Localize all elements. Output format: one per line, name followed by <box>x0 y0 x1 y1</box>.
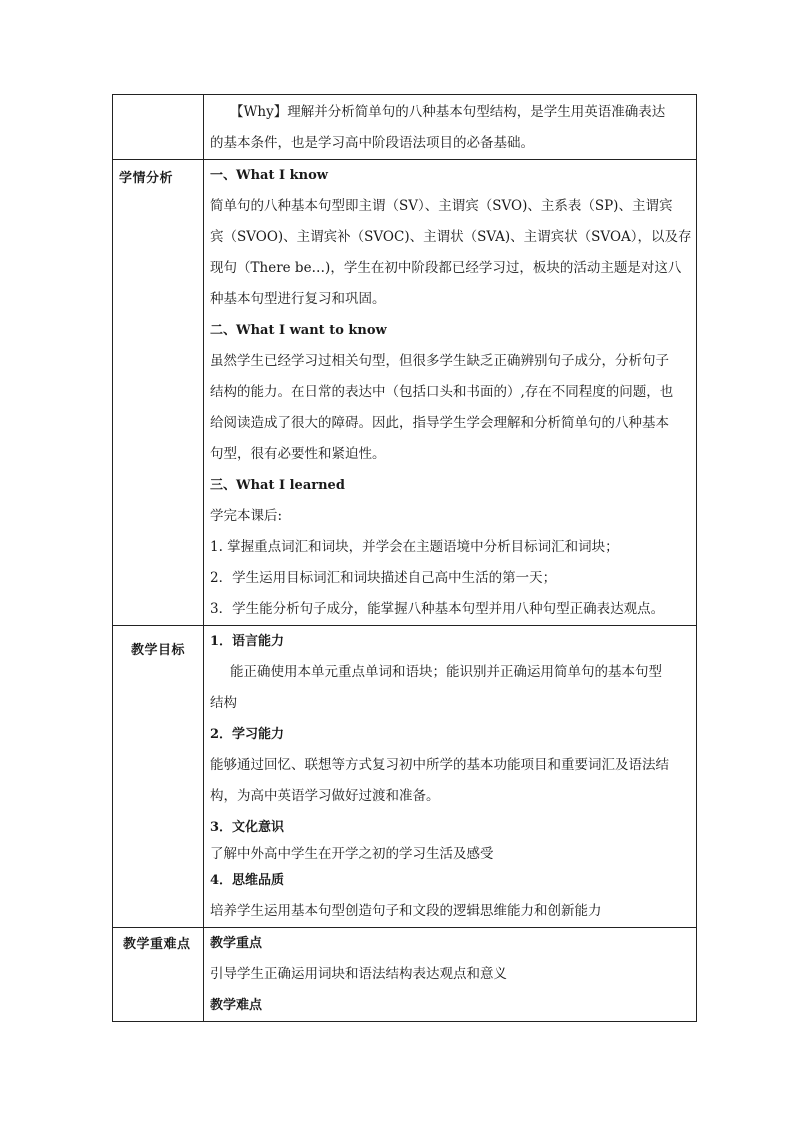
paragraph-line: 引导学生正确运用词块和语法结构表达观点和意义 <box>210 966 507 982</box>
paragraph-line: 种基本句型进行复习和巩固。 <box>210 291 386 307</box>
lesson-plan-table <box>112 94 697 1022</box>
section-heading: 教学难点 <box>210 998 263 1013</box>
mubiao-content-cell <box>204 626 697 928</box>
section-heading: 4．思维品质 <box>210 873 285 888</box>
intro-row <box>113 95 697 160</box>
paragraph-line: 简单句的八种基本句型即主谓（SV）、主谓宾（SVO)、主系表（SP)、主谓宾 <box>210 198 673 214</box>
section-heading: 一、What I know <box>210 168 328 183</box>
intro-content-cell <box>204 95 697 160</box>
xueqing-label-cell <box>113 160 204 626</box>
mubiao-label: 教学目标 <box>131 643 186 658</box>
paragraph-line: 了解中外高中学生在开学之初的学习生活及感受 <box>210 846 494 862</box>
paragraph-line: 现句（There be…)，学生在初中阶段都已经学习过，板块的活动主题是对这八 <box>210 260 682 276</box>
section-heading: 3．文化意识 <box>210 820 285 835</box>
intro-line: 的基本条件，也是学习高中阶段语法项目的必备基础。 <box>210 135 534 151</box>
zhongnan-label-cell <box>113 928 204 1022</box>
section-heading: 二、What I want to know <box>210 323 387 338</box>
zhongnan-label: 教学重难点 <box>123 937 191 952</box>
xueqing-label: 学情分析 <box>119 171 174 186</box>
paragraph-line: 句型，很有必要性和紧迫性。 <box>210 446 386 462</box>
paragraph-line: 结构的能力。在日常的表达中（包括口头和书面的）,存在不同程度的问题，也 <box>210 384 674 400</box>
empty-label-cell <box>113 95 204 160</box>
paragraph-line: 给阅读造成了很大的障碍。因此，指导学生学会理解和分析简单句的八种基本 <box>210 415 669 431</box>
mubiao-row <box>113 626 697 928</box>
section-heading: 2．学习能力 <box>210 727 285 742</box>
section-heading: 三、What I learned <box>210 478 345 493</box>
list-item: 3．学生能分析句子成分，能掌握八种基本句型并用八种句型正确表达观点。 <box>210 601 665 617</box>
mubiao-label-cell <box>113 626 204 928</box>
section-heading: 教学重点 <box>210 936 263 951</box>
list-item: 2．学生运用目标词汇和词块描述自己高中生活的第一天； <box>210 570 557 586</box>
xueqing-row <box>113 160 697 626</box>
paragraph-line: 构，为高中英语学习做好过渡和准备。 <box>210 788 440 804</box>
paragraph-line: 培养学生运用基本句型创造句子和文段的逻辑思维能力和创新能力 <box>210 903 602 919</box>
list-item: 1. 掌握重点词汇和词块，并学会在主题语境中分析目标词汇和词块； <box>210 539 619 555</box>
paragraph-line: 结构 <box>210 695 237 711</box>
zhongnan-row <box>113 928 697 1022</box>
zhongnan-content-cell <box>204 928 697 1022</box>
paragraph-line: 能正确使用本单元重点单词和语块；能识别并正确运用简单句的基本句型 <box>230 664 662 680</box>
paragraph-line: 虽然学生已经学习过相关句型，但很多学生缺乏正确辨别句子成分，分析句子 <box>210 353 669 369</box>
paragraph-line: 学完本课后: <box>210 508 283 524</box>
section-heading: 1．语言能力 <box>210 634 285 649</box>
paragraph-line: 能够通过回忆、联想等方式复习初中所学的基本功能项目和重要词汇及语法结 <box>210 757 669 773</box>
xueqing-content-cell <box>204 160 697 626</box>
paragraph-line: 宾（SVOO)、主谓宾补（SVOC)、主谓状（SVA)、主谓宾状（SVOA），以及存 <box>210 229 692 245</box>
intro-line: 【Why】理解并分析简单句的八种基本句型结构，是学生用英语准确表达 <box>230 104 666 120</box>
